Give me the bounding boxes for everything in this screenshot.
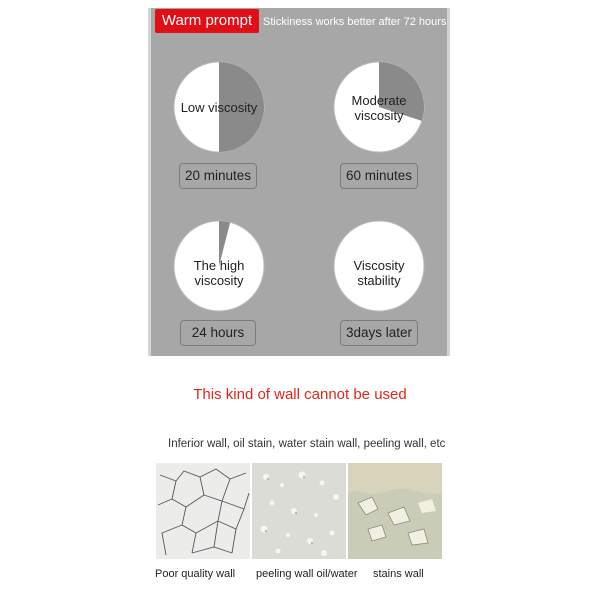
warm-prompt-badge: Warm prompt bbox=[155, 9, 259, 33]
stage-time-4: 3days later bbox=[340, 320, 418, 346]
stage-time-2: 60 minutes bbox=[340, 163, 418, 189]
dial-label: The high viscosity bbox=[193, 258, 245, 288]
stage-time-3: 24 hours bbox=[180, 320, 256, 346]
dial-label: Moderate viscosity bbox=[351, 93, 407, 123]
stage-time-1: 20 minutes bbox=[179, 163, 257, 189]
peeling-wall-photo bbox=[252, 463, 346, 559]
viscosity-dial-4 bbox=[333, 220, 425, 312]
viscosity-dial-2 bbox=[333, 61, 425, 153]
wall-types-text: Inferior wall, oil stain, water stain wall, peeling wall, etc bbox=[168, 438, 446, 450]
cracked-wall-photo bbox=[156, 463, 250, 559]
viscosity-dial-3 bbox=[173, 220, 265, 312]
stickiness-note: Stickiness works better after 72 hours bbox=[263, 16, 447, 28]
caption-peeling: peeling wall oil/water bbox=[256, 568, 358, 580]
stained-wall-photo bbox=[348, 463, 442, 559]
caption-poor-quality: Poor quality wall bbox=[155, 568, 236, 580]
dial-label: Viscosity stability bbox=[353, 258, 405, 288]
warning-heading: This kind of wall cannot be used bbox=[193, 386, 407, 403]
dial-label: Low viscosity bbox=[180, 100, 258, 115]
caption-stains: stains wall bbox=[373, 568, 424, 580]
viscosity-dial-1 bbox=[173, 61, 265, 153]
